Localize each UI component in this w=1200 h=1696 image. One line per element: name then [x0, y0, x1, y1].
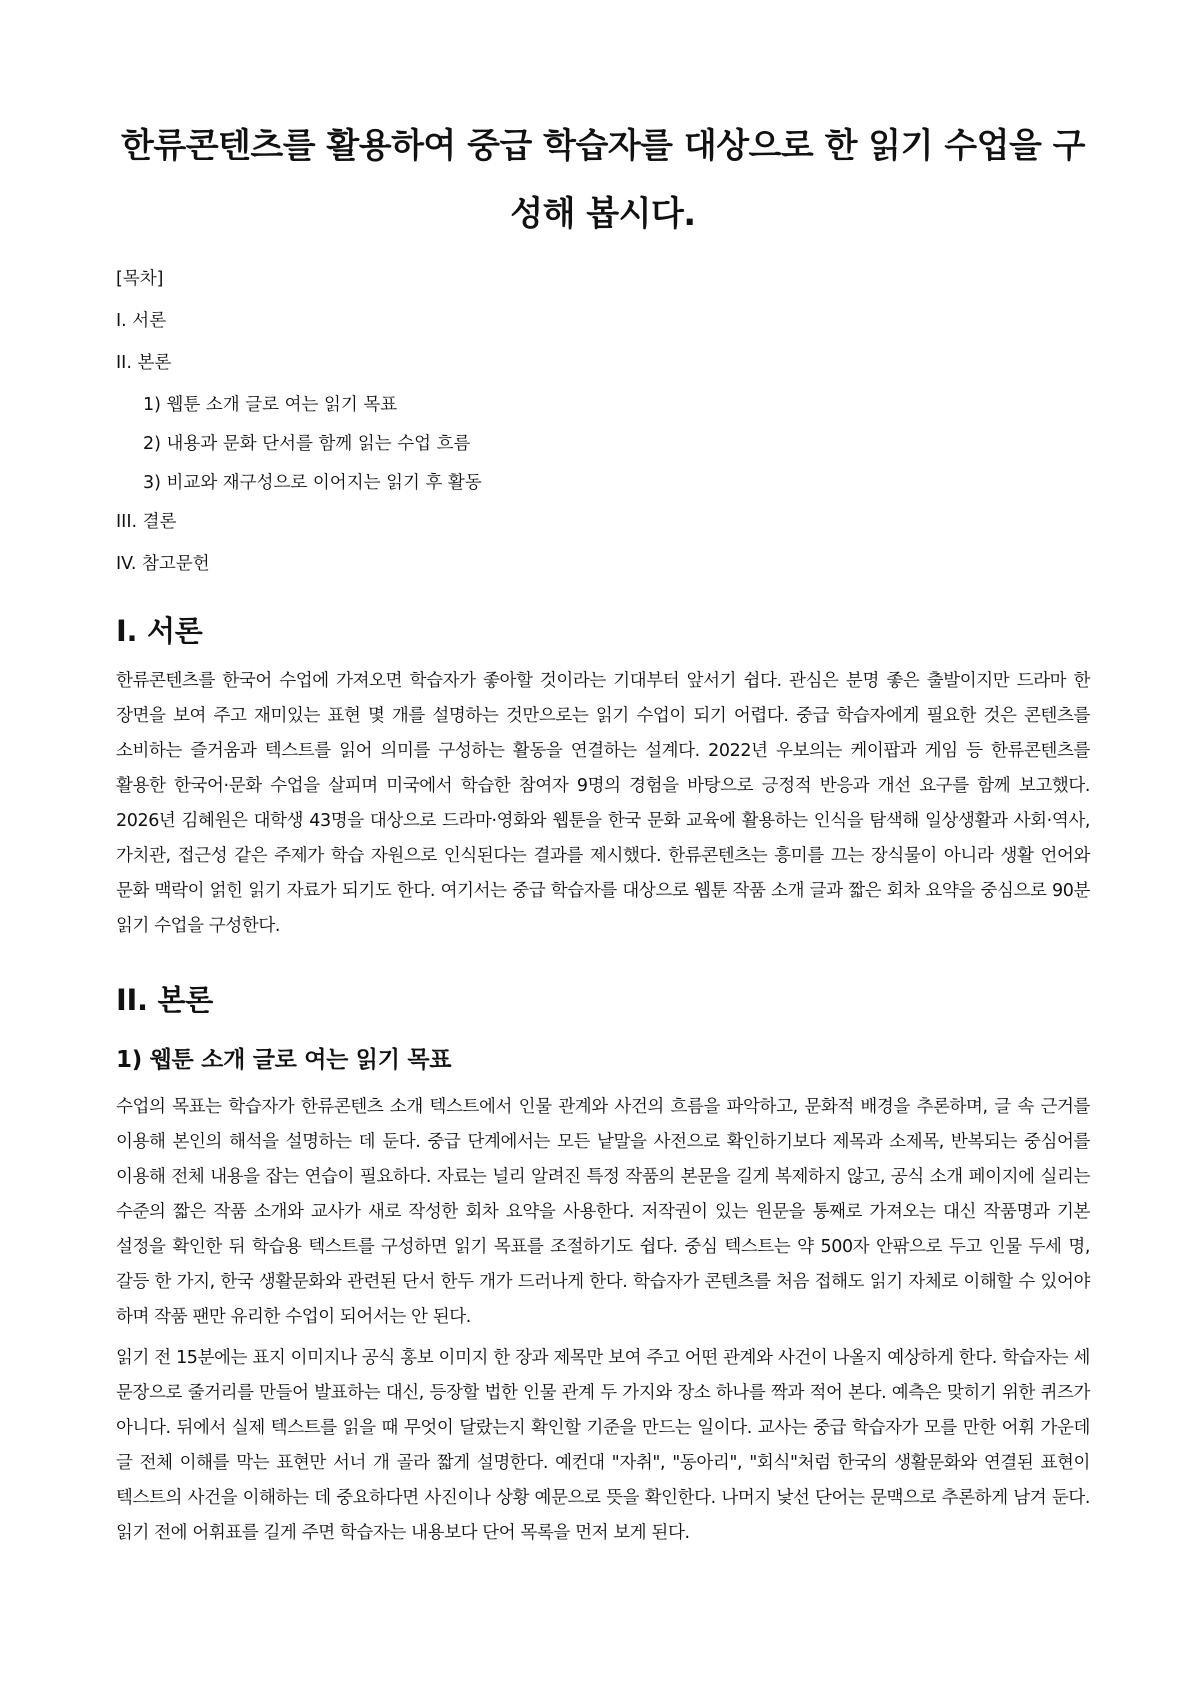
- toc-heading: [목차]: [116, 269, 164, 289]
- toc-item-conclusion: III. 결론: [116, 512, 177, 532]
- paragraph: 수업의 목표는 학습자가 한류콘텐츠 소개 텍스트에서 인물 관계와 사건의 흐름을 파악하고, 문화적 배경을 추론하며, 글 속 근거를 이용해 본인의 해석을 설명하는 데 둔다. 중급 단계에서는 모든 낱말을 사전으로 확인하기보다 제목과 소제목, 반복되는 중심어를 이용해 전체 내용을 잡는 연습이 필요하다. 자료는 널리 알려진 특정 작품의 본문을 길게 복제하지 않고, 공식 소개 페이지에 실리는 수준의 짧은 작품 소개와 교사가 새로 작성한 회차 요약을 사용한다. 저작권이 있는 원문을 통째로 가져오는 대신 작품명과 기본 설정을 확인한 뒤 학습용 텍스트를 구성하면 읽기 목표를 조절하기도 쉽다. 중심 텍스트는 약 500자 안팎으로 두고 인물 두세 명, 갈등 한 가지, 한국 생활문화와 관련된 단서 한두 개가 드러나게 한다. 학습자가 콘텐츠를 처음 접해도 읽기 자체로 이해할 수 있어야 하며 작품 팬만 유리한 수업이 되어서는 안 된다.: [116, 1097, 1090, 1327]
- toc-item-references: IV. 참고문헌: [116, 554, 210, 574]
- document-title: 한류콘텐츠를 활용하여 중급 학습자를 대상으로 한 읽기 수업을 구성해 봅시다.: [121, 126, 1085, 234]
- toc-item-introduction: I. 서론: [116, 311, 167, 331]
- table-of-contents: [116, 268, 1090, 575]
- toc-item-body-3: 3) 비교와 재구성으로 이어지는 읽기 후 활동: [143, 473, 482, 493]
- subsection-heading: 1) 웹툰 소개 글로 여는 읽기 목표: [116, 1047, 452, 1073]
- section-heading: II. 본론: [116, 983, 213, 1017]
- section-introduction: [116, 611, 1090, 944]
- section-body: [116, 980, 1090, 1551]
- toc-list: [116, 310, 1090, 575]
- paragraph: 읽기 전 15분에는 표지 이미지나 공식 홍보 이미지 한 장과 제목만 보여 주고 어떤 관계와 사건이 나올지 예상하게 한다. 학습자는 세 문장으로 줄거리를 만들어 발표하는 대신, 등장할 법한 인물 관계 두 가지와 장소 하나를 짝과 적어 본다. 예측은 맞히기 위한 퀴즈가 아니다. 뒤에서 실제 텍스트를 읽을 때 무엇이 달랐는지 확인할 기준을 만드는 일이다. 교사는 중급 학습자가 모를 만한 어휘 가운데 글 전체 이해를 막는 표현만 서너 개 골라 짧게 설명한다. 예컨대 "자취", "동아리", "회식"처럼 한국의 생활문화와 연결된 표현이 텍스트의 사건을 이해하는 데 중요하다면 사진이나 상황 예문으로 뜻을 확인한다. 나머지 낯선 단어는 문맥으로 추론하게 남겨 둔다. 읽기 전에 어휘표를 길게 주면 학습자는 내용보다 단어 목록을 먼저 보게 된다.: [116, 1348, 1090, 1543]
- paragraph: 한류콘텐츠를 한국어 수업에 가져오면 학습자가 좋아할 것이라는 기대부터 앞서기 쉽다. 관심은 분명 좋은 출발이지만 드라마 한 장면을 보여 주고 재미있는 표현 몇 개를 설명하는 것만으로는 읽기 수업이 되기 어렵다. 중급 학습자에게 필요한 것은 콘텐츠를 소비하는 즐거움과 텍스트를 읽어 의미를 구성하는 활동을 연결하는 설계다. 2022년 우보의는 케이팝과 게임 등 한류콘텐츠를 활용한 한국어·문화 수업을 살피며 미국에서 학습한 참여자 9명의 경험을 바탕으로 긍정적 반응과 개선 요구를 함께 보고했다. 2026년 김혜원은 대학생 43명을 대상으로 드라마·영화와 웹툰을 한국 문화 교육에 활용하는 인식을 탐색해 일상생활과 사회·역사, 가치관, 접근성 같은 주제가 학습 자원으로 인식된다는 결과를 제시했다. 한류콘텐츠는 흥미를 끄는 장식물이 아니라 생활 언어와 문화 맥락이 얽힌 읽기 자료가 되기도 한다. 여기서는 중급 학습자를 대상으로 웹툰 작품 소개 글과 짧은 회차 요약을 중심으로 90분 읽기 수업을 구성한다.: [116, 671, 1090, 936]
- toc-item-body-1: 1) 웹툰 소개 글로 여는 읽기 목표: [143, 395, 398, 415]
- section-heading: I. 서론: [116, 614, 203, 648]
- toc-item-body: II. 본론: [116, 353, 172, 373]
- toc-item-body-2: 2) 내용과 문화 단서를 함께 읽는 수업 흐름: [143, 434, 471, 454]
